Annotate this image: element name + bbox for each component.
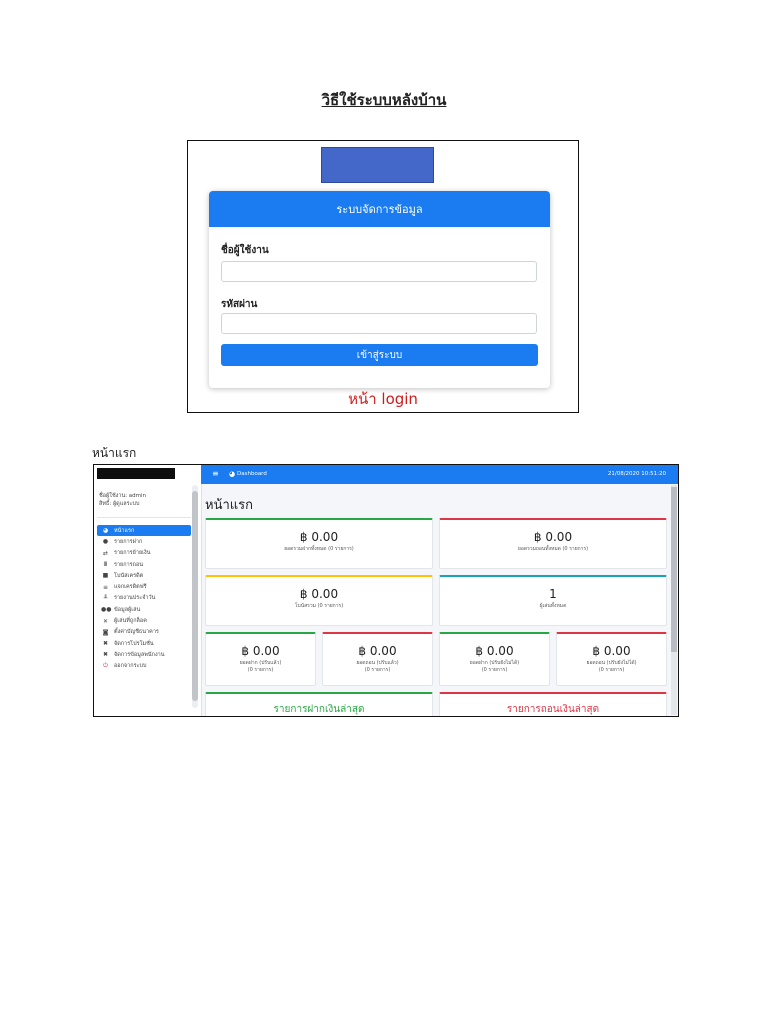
total-withdraw-value: ฿ 0.00 [533, 530, 573, 544]
withdraw-pending-label: ยอดถอน (ปรับยังไม่ได้) [586, 660, 637, 666]
sidebar-item-staff[interactable] [97, 649, 191, 660]
sidebar-item-label: รายการฝาก [114, 538, 143, 545]
tools-icon: ✖ [102, 651, 109, 659]
players-value: 1 [549, 587, 557, 601]
latest-deposits-panel [205, 692, 433, 717]
sidebar-item-label: รายการถอน [114, 561, 144, 568]
bonus-value: ฿ 0.00 [299, 587, 339, 601]
sidebar-item-label: หน้าแรก [114, 527, 135, 534]
deposit-pending-value: ฿ 0.00 [475, 644, 514, 658]
transfer-icon: ⇄ [102, 549, 109, 557]
withdraw-pending-count: (0 รายการ) [598, 667, 625, 673]
sidebar-item-label: ผู้เล่นที่ถูกล็อค [114, 618, 147, 625]
withdraw-confirmed-value: ฿ 0.00 [358, 644, 397, 658]
sidebar-item-promotions[interactable] [97, 638, 191, 649]
bank-icon: Ⅲ [103, 561, 108, 569]
deposit-confirmed-value: ฿ 0.00 [241, 644, 280, 658]
brand-logo [97, 468, 175, 479]
document-title: วิธีใช้ระบบหลังบ้าน [321, 91, 447, 109]
sidebar-scrollbar-thumb[interactable] [192, 491, 198, 701]
dashboard-screenshot [93, 464, 679, 717]
user-slash-icon: ✕ [102, 617, 109, 625]
players-label: ผู้เล่นทั้งหมด [539, 603, 567, 609]
section-label: หน้าแรก [92, 446, 137, 460]
deposit-pending-count: (0 รายการ) [481, 667, 508, 673]
total-deposit-label: ยอดรวมฝากทั้งหมด (0 รายการ) [284, 546, 354, 552]
sidebar-menu [97, 525, 191, 672]
topbar-datetime: 21/08/2020 10:51:20 [607, 471, 666, 477]
sidebar-item-bank-settings[interactable] [97, 627, 191, 638]
user-name: ชื่อผู้ใช้งาน: admin [99, 493, 147, 499]
sidebar-item-label: โบนัสเครดิต [114, 572, 144, 579]
login-caption: หน้า login [348, 390, 418, 408]
logo-placeholder [321, 147, 434, 183]
login-screenshot [187, 140, 579, 413]
total-deposit-value: ฿ 0.00 [299, 530, 339, 544]
power-icon: ⏻ [103, 662, 108, 670]
login-header: ระบบจัดการข้อมูล [209, 191, 550, 227]
deposit-confirmed-label: ยอดฝาก (ปรับแล้ว) [239, 660, 282, 666]
password-label: รหัสผ่าน [221, 299, 258, 310]
gift-icon: ■ [102, 572, 109, 580]
bonus-card [205, 575, 433, 626]
tools-icon: ✖ [102, 640, 109, 648]
deposit-pending-label: ยอดฝาก (ปรับยังไม่ได้) [469, 660, 520, 666]
dashboard-icon: ◕ [102, 527, 109, 535]
latest-withdrawals-panel [439, 692, 667, 717]
sidebar-item-label: แจกเครดิตฟรี [114, 584, 147, 591]
user-role: สิทธิ์: ผู้ดูแลระบบ [99, 501, 140, 507]
sidebar-item-locked-players[interactable] [97, 615, 191, 626]
sidebar-item-logout[interactable] [97, 661, 191, 672]
sidebar-item-deposits[interactable] [97, 536, 191, 547]
sidebar-item-players[interactable] [97, 604, 191, 615]
deposit-confirmed-card [205, 632, 316, 686]
user-info [99, 492, 146, 508]
topbar-dashboard-label[interactable]: Dashboard [237, 471, 267, 477]
sidebar-divider [97, 517, 191, 518]
sidebar-item-label: รายการย้ายเงิน [114, 550, 151, 557]
report-icon: ≡ [102, 583, 109, 591]
sidebar-item-label: ข้อมูลผู้เล่น [114, 606, 141, 613]
latest-withdrawals-heading: รายการถอนเงินล่าสุด [506, 704, 600, 715]
total-withdraw-card [439, 518, 667, 569]
users-icon: ●● [101, 606, 112, 614]
login-card [209, 191, 550, 388]
total-deposit-card [205, 518, 433, 569]
sidebar-item-transfers[interactable] [97, 548, 191, 559]
withdraw-pending-card [556, 632, 667, 686]
withdraw-confirmed-card [322, 632, 433, 686]
password-field[interactable] [221, 313, 537, 334]
sidebar-item-bonus[interactable] [97, 570, 191, 581]
robot-icon: ◙ [102, 628, 109, 636]
players-card [439, 575, 667, 626]
username-field[interactable] [221, 261, 537, 282]
deposit-confirmed-count: (0 รายการ) [247, 667, 274, 673]
withdraw-confirmed-count: (0 รายการ) [364, 667, 391, 673]
username-label: ชื่อผู้ใช้งาน [221, 245, 269, 256]
chart-icon: ╨ [103, 594, 108, 602]
hamburger-icon[interactable]: ≡ [212, 469, 219, 478]
withdraw-pending-value: ฿ 0.00 [592, 644, 631, 658]
sidebar-item-daily-report[interactable] [97, 593, 191, 604]
deposit-pending-card [439, 632, 550, 686]
latest-deposits-heading: รายการฝากเงินล่าสุด [273, 704, 365, 715]
total-withdraw-label: ยอดรวมถอนทั้งหมด (0 รายการ) [517, 546, 589, 552]
sidebar-item-withdrawals[interactable] [97, 559, 191, 570]
piggy-bank-icon: ● [102, 538, 109, 546]
sidebar-item-home[interactable] [97, 525, 191, 536]
sidebar-item-label: รายงานประจำวัน [114, 595, 156, 602]
topbar [201, 465, 678, 484]
sidebar [94, 465, 202, 716]
page-title: หน้าแรก [205, 498, 253, 513]
sidebar-item-label: จัดการโปรโมชั่น [114, 640, 154, 647]
sidebar-item-label: ออกจากระบบ [114, 663, 147, 670]
sidebar-item-free-credit[interactable] [97, 581, 191, 592]
login-button[interactable]: เข้าสู่ระบบ [221, 344, 538, 366]
sidebar-item-label: จัดการข้อมูลพนักงาน [114, 651, 165, 658]
withdraw-confirmed-label: ยอดถอน (ปรับแล้ว) [356, 660, 399, 666]
bonus-label: โบนัสรวม (0 รายการ) [294, 603, 344, 609]
dashboard-icon: ◕ [229, 470, 236, 478]
main-scrollbar-thumb[interactable] [671, 487, 677, 652]
sidebar-item-label: ตั้งค่าบัญชีธนาคาร [114, 629, 159, 636]
